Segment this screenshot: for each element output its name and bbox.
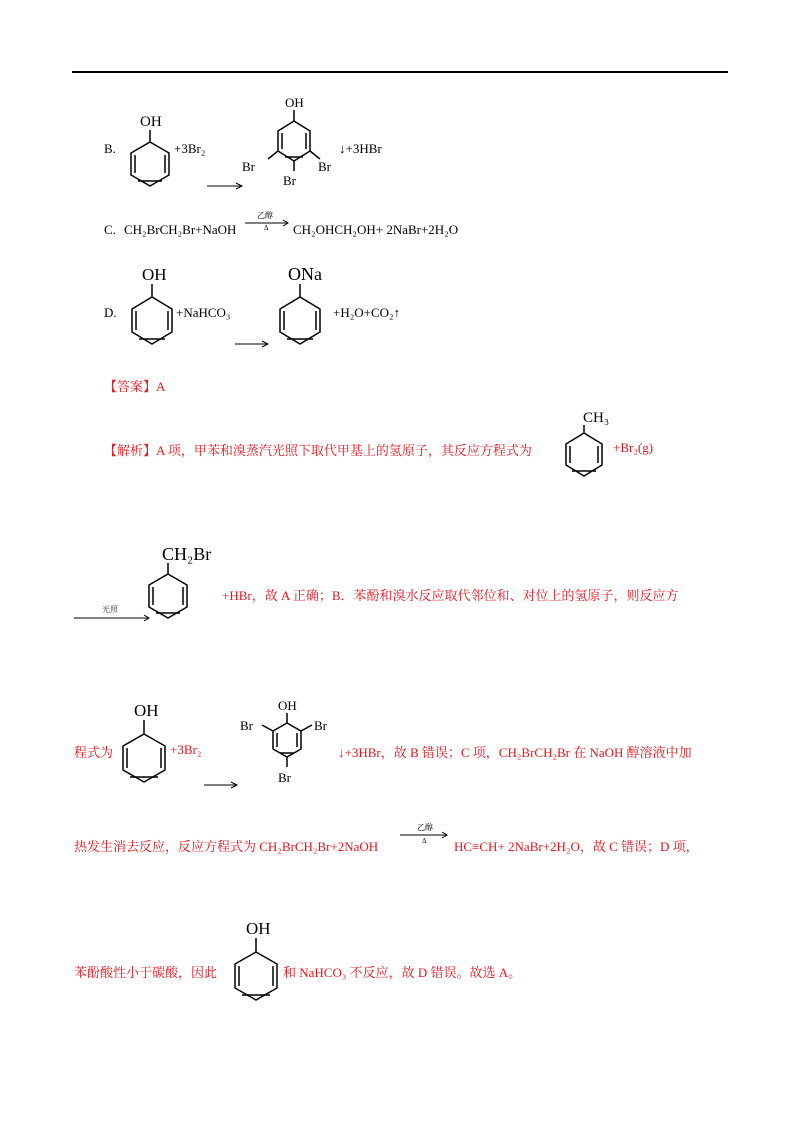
option-d-rhs: +H₂O+CO₂↑: [333, 305, 401, 320]
phenol-oh-label: OH: [142, 265, 167, 284]
phenol-oh-label: OH: [140, 114, 162, 130]
option-c-label: C.: [104, 222, 116, 237]
option-d-label: D.: [104, 305, 117, 320]
condition-bottom: Δ: [422, 837, 427, 845]
condition-bottom: Δ: [264, 224, 269, 232]
prod-br-label: Br: [314, 718, 327, 733]
tribromophenol-structure: [238, 696, 338, 791]
prod-br-label: Br: [240, 718, 253, 733]
condition-top: 乙醇: [257, 211, 273, 220]
answer-tag: 【答案】: [104, 379, 157, 394]
option-b-product-suffix: ↓+3HBr: [339, 141, 382, 156]
prod-oh-label: OH: [285, 95, 304, 110]
analysis-line4-end: HC≡CH+ 2NaBr+2H₂O，故 C 错误；D 项，: [454, 839, 699, 854]
phenol-structure: [222, 915, 292, 1005]
prod-ona-label: ONa: [288, 264, 322, 284]
option-c-lhs: CH₂BrCH₂Br+NaOH: [124, 222, 237, 237]
option-d-reagent: +NaHCO₃: [176, 305, 231, 320]
analysis-line3-start: 程式为: [74, 745, 114, 760]
analysis-line-1: [104, 440, 532, 459]
header-rule: [72, 71, 728, 73]
analysis-line3-end: ↓+3HBr，故 B 错误；C 项，CH₂BrCH₂Br 在 NaOH 醇溶液中加: [338, 745, 692, 760]
condition-top: 乙醇: [417, 823, 433, 832]
analysis-line4-start: 热发生消去反应，反应方程式为 CH₂BrCH₂Br+2NaOH: [74, 839, 379, 854]
tribromophenol-structure: [240, 95, 340, 195]
analysis-line3-br2: +3Br₂: [170, 742, 202, 757]
prod-oh-label: OH: [278, 698, 297, 713]
option-b-label: B.: [104, 141, 116, 156]
benzyl-bromide-structure: [140, 540, 230, 625]
prod-br-label: Br: [283, 173, 296, 188]
prod-br-label: Br: [318, 159, 331, 174]
option-c-rhs: CH₂OHCH₂OH+ 2NaBr+2H₂O: [293, 222, 459, 237]
option-b-reagent: +3Br₂: [174, 141, 206, 156]
analysis-text: A 项，甲苯和溴蒸汽光照下取代甲基上的氢原子，其反应方程式为: [156, 443, 532, 458]
analysis-line1-end: +Br₂(g): [613, 440, 654, 455]
phenol-oh-label: OH: [246, 919, 271, 938]
toluene-ch3-label: CH₃: [583, 410, 610, 426]
analysis-tag: 【解析】: [104, 443, 157, 458]
analysis-line5-start: 苯酚酸性小于碳酸，因此: [74, 965, 218, 980]
answer-value: A: [156, 379, 166, 394]
answer-line: [104, 376, 165, 395]
prod-br-label: Br: [242, 159, 255, 174]
toluene-structure: [558, 405, 618, 480]
prod-br-label: Br: [278, 770, 291, 785]
condition-arrow: [245, 210, 291, 232]
phenol-oh-label: OH: [134, 701, 159, 720]
analysis-line-2: +HBr，故 A 正确；B．苯酚和溴水反应取代邻位和、对位上的氢原子，则反应方: [222, 588, 679, 603]
condition-arrow: [400, 822, 450, 846]
analysis-line5-end: 和 NaHCO₃ 不反应，故 D 错误。故选 A。: [283, 965, 522, 980]
light-condition-label: 光照: [102, 605, 118, 614]
benzyl-ch2br-label: CH₂Br: [162, 544, 212, 564]
